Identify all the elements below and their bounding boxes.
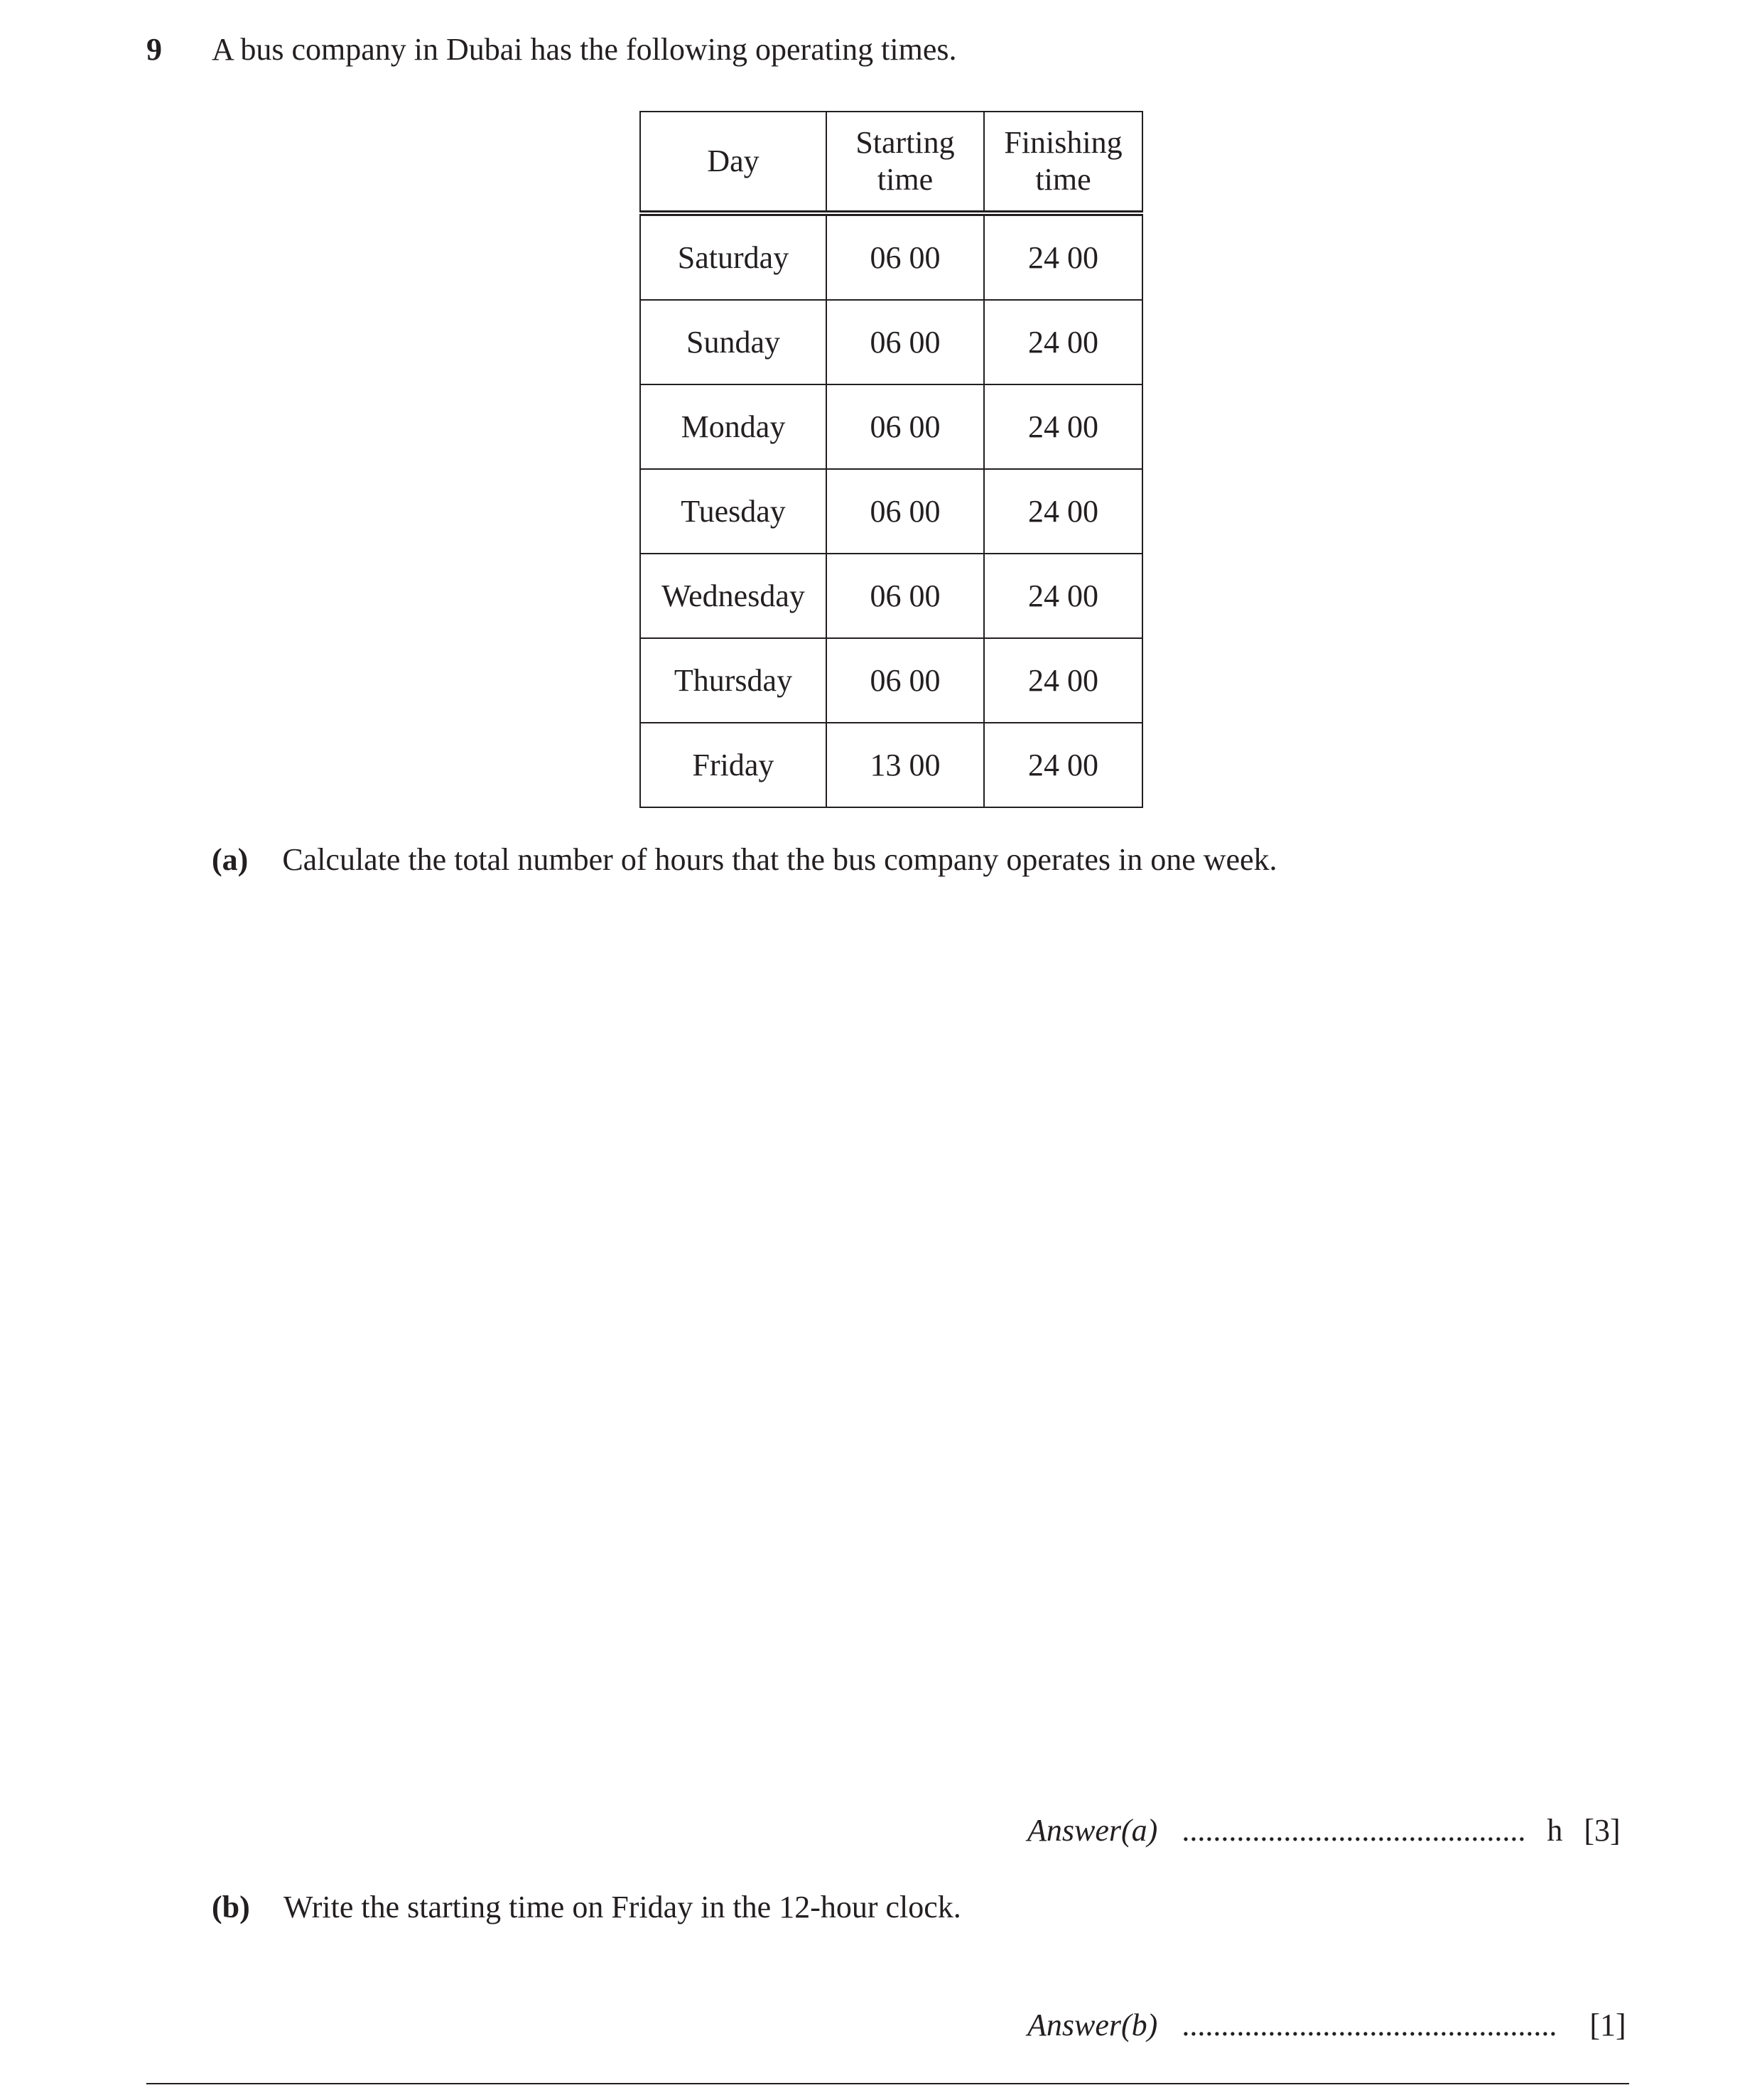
cell-start: 06 00 — [826, 213, 984, 300]
header-starting-line2: time — [877, 162, 934, 197]
operating-times-table — [639, 111, 1143, 808]
answer-b-field[interactable]: ................................................ — [1182, 2008, 1557, 2042]
part-b-prompt — [212, 1886, 961, 1929]
cell-start: 06 00 — [826, 384, 984, 469]
table-row — [640, 213, 1142, 300]
answer-a-line — [1027, 1809, 1621, 1852]
table-header-row — [640, 112, 1142, 213]
table-row — [640, 638, 1142, 723]
table-row — [640, 384, 1142, 469]
header-starting-time — [826, 112, 984, 213]
question-number: 9 — [146, 32, 162, 67]
answer-a-marks: [3] — [1584, 1813, 1621, 1848]
answer-a-field[interactable]: ............................................ — [1182, 1813, 1526, 1848]
cell-day: Sunday — [640, 300, 826, 384]
cell-day: Thursday — [640, 638, 826, 723]
answer-a-unit: h — [1547, 1813, 1563, 1848]
part-a-label: (a) — [212, 842, 249, 877]
part-a-text: Calculate the total number of hours that the bus company operates in one week. — [282, 842, 1277, 877]
cell-start: 06 00 — [826, 469, 984, 554]
header-day — [640, 112, 826, 213]
cell-finish: 24 00 — [984, 469, 1142, 554]
cell-start: 06 00 — [826, 638, 984, 723]
header-starting-line1: Starting — [855, 125, 955, 160]
header-finishing-line2: time — [1035, 162, 1091, 197]
cell-finish: 24 00 — [984, 638, 1142, 723]
question-stem: A bus company in Dubai has the following operating times. — [212, 32, 957, 67]
cell-day: Saturday — [640, 213, 826, 300]
cell-day: Friday — [640, 723, 826, 807]
table-row — [640, 723, 1142, 807]
part-b-label: (b) — [212, 1890, 250, 1924]
page-bottom-rule — [146, 2083, 1629, 2084]
part-b-text: Write the starting time on Friday in the 12-hour clock. — [283, 1890, 961, 1924]
cell-finish: 24 00 — [984, 213, 1142, 300]
table-row — [640, 469, 1142, 554]
cell-finish: 24 00 — [984, 300, 1142, 384]
cell-day: Monday — [640, 384, 826, 469]
cell-day: Wednesday — [640, 554, 826, 638]
header-day-label: Day — [707, 144, 760, 178]
answer-a-label: Answer(a) — [1027, 1813, 1158, 1848]
answer-b-marks: [1] — [1589, 2008, 1626, 2042]
header-finishing-time — [984, 112, 1142, 213]
cell-start: 13 00 — [826, 723, 984, 807]
answer-b-line — [1027, 2004, 1626, 2047]
cell-finish: 24 00 — [984, 554, 1142, 638]
table-row — [640, 300, 1142, 384]
cell-start: 06 00 — [826, 554, 984, 638]
cell-day: Tuesday — [640, 469, 826, 554]
cell-start: 06 00 — [826, 300, 984, 384]
header-finishing-line1: Finishing — [1004, 125, 1123, 160]
cell-finish: 24 00 — [984, 384, 1142, 469]
table-row — [640, 554, 1142, 638]
answer-b-label: Answer(b) — [1027, 2008, 1158, 2042]
cell-finish: 24 00 — [984, 723, 1142, 807]
part-a-prompt — [212, 839, 1277, 881]
